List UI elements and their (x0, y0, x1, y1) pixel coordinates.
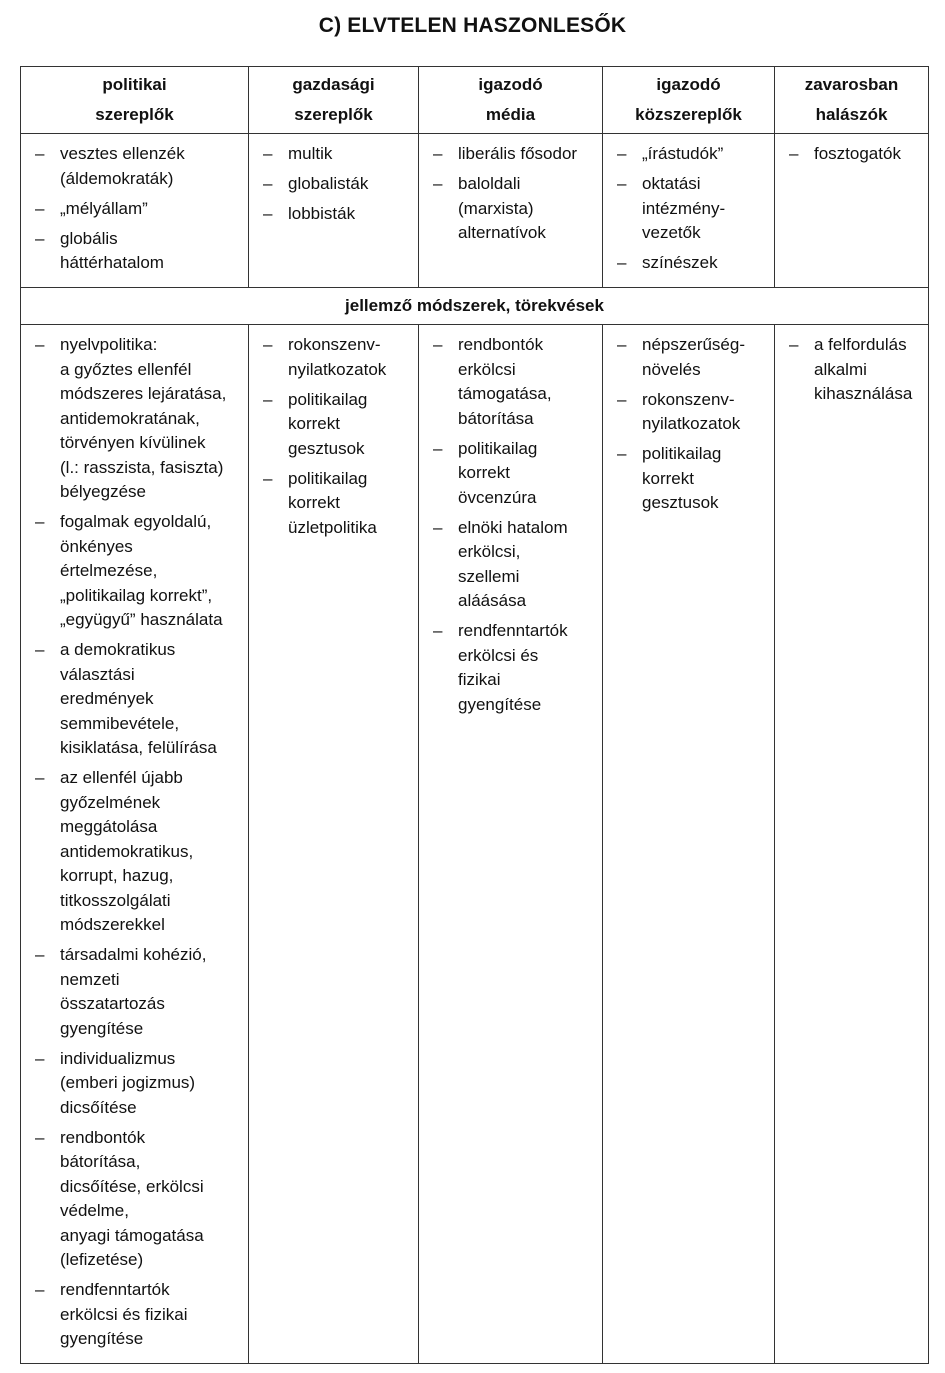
list-item-text: rokonszenv- nyilatkozatok (288, 335, 387, 379)
bullet-dash: – (433, 438, 443, 458)
methods-cell (775, 325, 929, 1364)
column-header-row (21, 67, 929, 134)
list-item-text: rendfenntartók erkölcsi és fizikai gyengítése (458, 621, 568, 714)
list-item-text: a demokratikus választási eredmények semmibevétele, kisiklatása, felülírása (60, 640, 217, 757)
list-item (609, 172, 768, 246)
bullet-dash: – (35, 945, 45, 964)
bullet-dash: – (35, 640, 45, 659)
list-item (255, 142, 412, 167)
bullet-dash: – (35, 512, 45, 531)
bullet-dash: – (35, 768, 45, 787)
methods-cell (249, 325, 419, 1364)
list-item (425, 172, 596, 246)
list-item (27, 766, 242, 938)
bullet-dash: – (35, 228, 45, 248)
bullet-dash: – (617, 389, 627, 409)
list-item (27, 142, 242, 191)
list-item-text: rendbontók bátorítása, dicsőítése, erkölcsi védelme, anyagi támogatása (lefizetése) (60, 1127, 204, 1269)
list-item-text: rendfenntartók erkölcsi és fizikai gyengítése (60, 1280, 188, 1348)
list-item (425, 142, 596, 167)
actors-cell (419, 134, 603, 288)
list-item-text: liberális fősodor (458, 144, 578, 163)
bullet-dash: – (789, 335, 799, 354)
list-item (781, 333, 922, 407)
list-item-text: politikailag korrekt üzletpolitika (288, 468, 377, 537)
bullet-dash: – (263, 389, 273, 409)
list-item-text: az ellenfél újabb győzelmének meggátolása antidemokratikus, korrupt, hazug, titkosszolgálati módszerekkel (60, 768, 194, 934)
methods-cell (419, 325, 603, 1364)
list-item (425, 333, 596, 431)
actors-cell (603, 134, 775, 288)
list-item-text: rendbontók erkölcsi támogatása, bátorítása (458, 335, 552, 428)
list-item (425, 619, 596, 717)
list-item-text: politikailag korrekt gesztusok (642, 444, 722, 512)
list-item (609, 388, 768, 437)
bullet-dash: – (433, 174, 443, 193)
list-item (27, 510, 242, 633)
methods-row (21, 325, 929, 1364)
bullet-dash: – (35, 198, 45, 218)
bullet-dash: – (433, 335, 443, 354)
bullet-dash: – (433, 144, 443, 163)
list-item (255, 172, 412, 197)
list-item-text: „írástudók” (642, 144, 724, 163)
list-item (27, 638, 242, 761)
list-item (255, 333, 412, 382)
list-item-text: individualizmus (emberi jogizmus) dicsőítése (60, 1048, 196, 1117)
list-item (27, 197, 242, 222)
bullet-dash: – (35, 335, 45, 354)
list-item-text: színészek (642, 253, 718, 272)
bullet-dash: – (263, 144, 273, 163)
list-item (255, 202, 412, 227)
bullet-dash: – (263, 335, 273, 354)
bullet-dash: – (35, 1048, 45, 1068)
list-item (255, 467, 412, 541)
list-item-text: politikailag korrekt övcenzúra (458, 438, 538, 507)
page-title: C) ELVTELEN HASZONLESŐK (318, 14, 627, 37)
list-item (255, 388, 412, 462)
column-header: igazodó közszereplők (603, 67, 775, 134)
bullet-dash: – (617, 444, 627, 463)
bullet-dash: – (789, 144, 799, 163)
list-item-text: társadalmi kohézió, nemzeti összatartozás gyengítése (60, 945, 207, 1038)
list-item-text: rokonszenv- nyilatkozatok (642, 389, 741, 433)
list-item-text: vesztes ellenzék (áldemokraták) (60, 144, 185, 188)
bullet-dash: – (433, 517, 443, 537)
column-header: zavarosban halászók (775, 67, 929, 134)
column-header: gazdasági szereplők (249, 67, 419, 134)
list-item-text: nyelvpolitika: a győztes ellenfél módszeres lejáratása, antidemokratának, törvényen kívülinek (l.: rasszista, fasiszta) bélyegzése (60, 335, 227, 501)
column-header: igazodó média (419, 67, 603, 134)
methods-cell (21, 325, 249, 1364)
list-item-text: globalisták (288, 174, 369, 193)
bullet-dash: – (433, 621, 443, 640)
bullet-dash: – (35, 144, 45, 163)
bullet-dash: – (263, 204, 273, 223)
list-item-text: multik (288, 144, 333, 163)
list-item-text: a felfordulás alkalmi kihasználása (814, 335, 913, 403)
list-item (609, 442, 768, 516)
list-item (27, 943, 242, 1041)
actors-cell (249, 134, 419, 288)
methods-heading: jellemző módszerek, törekvések (21, 288, 929, 325)
list-item-text: politikailag korrekt gesztusok (288, 389, 368, 458)
list-item-text: népszerűség- növelés (642, 335, 746, 379)
list-item-text: fosztogatók (814, 144, 901, 163)
bullet-dash: – (263, 174, 273, 193)
actors-table (20, 66, 929, 1364)
bullet-dash: – (35, 1127, 45, 1147)
list-item (425, 437, 596, 511)
bullet-dash: – (35, 1280, 45, 1299)
list-item (609, 333, 768, 382)
list-item-text: oktatási intézmény- vezetők (642, 174, 726, 242)
methods-cell (603, 325, 775, 1364)
actors-row (21, 134, 929, 288)
list-item (781, 142, 922, 167)
bullet-dash: – (617, 253, 627, 272)
bullet-dash: – (263, 468, 273, 488)
list-item (27, 1047, 242, 1121)
list-item-text: fogalmak egyoldalú, önkényes értelmezése, „politikailag korrekt”, „együgyű” használata (60, 512, 223, 629)
list-item (27, 333, 242, 505)
actors-cell (775, 134, 929, 288)
methods-heading-row (21, 288, 929, 325)
list-item-text: baloldali (marxista) alternatívok (458, 174, 546, 242)
bullet-dash: – (617, 174, 627, 193)
column-header: politikai szereplők (21, 67, 249, 134)
list-item (609, 142, 768, 167)
list-item (609, 251, 768, 276)
list-item-text: elnöki hatalom erkölcsi, szellemi aláásása (458, 517, 568, 610)
list-item-text: „mélyállam” (60, 198, 148, 218)
list-item-text: lobbisták (288, 204, 356, 223)
list-item-text: globális háttérhatalom (60, 228, 164, 272)
list-item (425, 516, 596, 614)
bullet-dash: – (617, 335, 627, 354)
list-item (27, 1278, 242, 1352)
bullet-dash: – (617, 144, 627, 163)
actors-cell (21, 134, 249, 288)
list-item (27, 227, 242, 276)
list-item (27, 1126, 242, 1273)
